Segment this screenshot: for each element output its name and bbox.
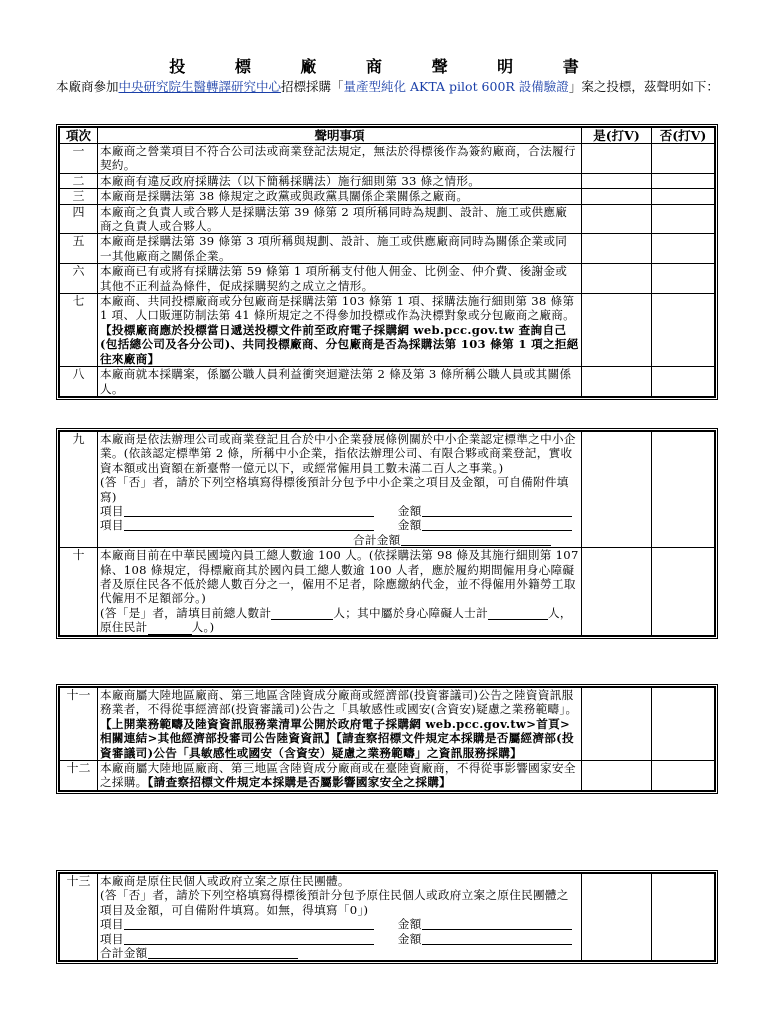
item-number: 九: [60, 432, 98, 548]
item-number: 六: [60, 264, 98, 294]
item-label: 項目: [100, 504, 124, 519]
yes-check-cell[interactable]: [582, 294, 652, 367]
header-yes: 是(打V): [582, 128, 652, 144]
item-text-note: 【上開業務範疇及陸資資訊服務業清單公開於政府電子採購網 web.pcc.gov.tw>首頁>相關連結>其他經濟部投審司公告陸資資訊】: [100, 716, 571, 746]
no-check-cell[interactable]: [652, 367, 715, 397]
intro-prefix: 本廠商參加: [56, 79, 119, 94]
yes-check-cell[interactable]: [582, 432, 652, 548]
table-row: [60, 264, 715, 294]
item-number: 三: [60, 189, 98, 204]
item-text: [98, 432, 582, 548]
item-text: 本廠商有違反政府採購法（以下簡稱採購法）施行細則第 33 條之情形。: [98, 173, 582, 188]
amount-input[interactable]: [422, 932, 572, 945]
item-label: 項目: [100, 917, 124, 932]
no-check-cell[interactable]: [652, 173, 715, 188]
total-staff-input[interactable]: [271, 607, 333, 620]
amount-label: 金額: [397, 518, 422, 533]
total-amount-input[interactable]: [148, 946, 298, 959]
declaration-table-3: [56, 684, 718, 794]
item-number: 七: [60, 294, 98, 367]
intro-paragraph: [56, 78, 728, 95]
item-amount-line: [100, 932, 579, 946]
item-text: [98, 874, 582, 961]
intro-agency: 中央研究院生醫轉譯研究中心: [118, 79, 282, 94]
table-row: [60, 874, 715, 961]
total-amount-label: 合計金額: [100, 946, 148, 961]
yes-check-cell[interactable]: [582, 761, 652, 791]
item-number: 二: [60, 173, 98, 188]
item-number: 八: [60, 367, 98, 397]
item-text-body: 本廠商是依法辦理公司或商業登記且合於中小企業發展條例關於中小企業認定標準之中小企業。(依該認定標準第 2 條，所稱中小企業，指依法辦理公司、有限合夥或商業登記，實收資本額或出資額在新臺幣一億元以下，或經常僱用員工數未滿二百人之事業。): [100, 432, 576, 475]
amount-label: 金額: [397, 917, 422, 932]
item-text-body: 本廠商是原住民個人或政府立案之原住民團體。: [100, 874, 350, 888]
item-text: 本廠商是採購法第 39 條第 3 項所稱與規劃、設計、施工或供應廠商同時為關係企業或同一其他廠商之關係企業。: [98, 234, 582, 264]
table-row: [60, 548, 715, 635]
item-text-note-2: 【請查察招標文件規定本採購是否屬經濟部(投資審議司)公告「具敏感性或國安（含資安）疑慮之業務範疇」之資訊服務採購】: [100, 731, 574, 760]
item-number: 十二: [60, 761, 98, 791]
no-check-cell[interactable]: [652, 204, 715, 234]
page-title: 投 標 廠 商 聲 明 書: [169, 57, 601, 76]
item-text: [98, 761, 582, 791]
amount-input[interactable]: [422, 917, 572, 930]
item-number: 一: [60, 144, 98, 174]
item-label: 項目: [100, 931, 124, 946]
item-note: [100, 606, 579, 635]
item-note: (答「否」者，請於下列空格填寫得標後預計分包予中小企業之項目及金額，可自備附件填寫): [100, 475, 569, 504]
total-line: [100, 533, 579, 547]
yes-check-cell[interactable]: [582, 367, 652, 397]
item-amount-line: [100, 518, 579, 532]
indigenous-staff-input[interactable]: [148, 622, 192, 635]
declaration-table-2: [56, 428, 718, 639]
declaration-table-1: [56, 124, 718, 400]
intro-suffix: 」案之投標，茲聲明如下：: [568, 79, 719, 94]
table-row: [60, 432, 715, 548]
table-row: [60, 294, 715, 367]
item-text-note: 【請查察招標文件規定本採購是否屬影響國家安全之採購】: [147, 775, 452, 790]
yes-check-cell[interactable]: [582, 688, 652, 761]
yes-check-cell[interactable]: [582, 874, 652, 961]
yes-check-cell[interactable]: [582, 173, 652, 188]
declaration-table-4: [56, 870, 718, 964]
item-number: 五: [60, 234, 98, 264]
item-input[interactable]: [124, 932, 374, 945]
item-text: [98, 688, 582, 761]
note-part: 人。): [191, 620, 215, 635]
note-part: (答「是」者，請填目前總人數計: [100, 605, 272, 620]
item-text-body: 本廠商屬大陸地區廠商、第三地區含陸資成分廠商或在臺陸資廠商，不得從事影響國家安全之採購。: [100, 761, 576, 790]
table-row: [60, 367, 715, 397]
amount-input[interactable]: [422, 518, 572, 531]
no-check-cell[interactable]: [652, 761, 715, 791]
item-input[interactable]: [124, 917, 374, 930]
yes-check-cell[interactable]: [582, 204, 652, 234]
header-declaration: 聲明事項: [98, 128, 582, 144]
amount-label: 金額: [397, 504, 422, 519]
amount-input[interactable]: [422, 504, 572, 517]
item-note: (答「否」者，請於下列空格填寫得標後預計分包予原住民個人或政府立案之原住民團體之項目及金額，可自備附件填寫。如無，得填寫「0」): [100, 888, 569, 917]
item-amount-line: [100, 504, 579, 518]
table-row: [60, 144, 715, 174]
no-check-cell[interactable]: [652, 144, 715, 174]
note-part: 人，原住民計: [100, 605, 572, 635]
table-row: [60, 189, 715, 204]
yes-check-cell[interactable]: [582, 264, 652, 294]
item-text-body: 本廠商屬大陸地區廠商、第三地區含陸資成分廠商或經濟部(投資審議司)公告之陸資資訊服務業者，不得從事經濟部(投資審議司)公告之「具敏感性或國安(含資安)疑慮之業務範疇」。: [100, 688, 578, 717]
header-no: 否(打V): [652, 128, 715, 144]
no-check-cell[interactable]: [652, 294, 715, 367]
no-check-cell[interactable]: [652, 432, 715, 548]
item-text: 本廠商之營業項目不符合公司法或商業登記法規定，無法於得標後作為簽約廠商，合法履行契約。: [98, 144, 582, 174]
table-row: [60, 173, 715, 188]
total-line: [100, 946, 579, 960]
table-row: [60, 761, 715, 791]
item-number: 十三: [60, 874, 98, 961]
note-part: 人；其中屬於身心障礙人士計: [333, 605, 488, 620]
item-text-body: 本廠商、共同投標廠商或分包廠商是採購法第 103 條第 1 項、採購法施行細則第 38 條第 1 項、人口販運防制法第 41 條所規定之不得參加投標或作為決標對象或分包廠商之廠商。: [100, 294, 576, 323]
item-text: 本廠商已有或將有採購法第 59 條第 1 項所稱支付他人佣金、比例金、仲介費、後謝金或其他不正利益為條件，促成採購契約之成立之情形。: [98, 264, 582, 294]
item-label: 項目: [100, 518, 124, 533]
item-text: 本廠商就本採購案，係屬公職人員利益衝突迴避法第 2 條及第 3 條所稱公職人員或其關係人。: [98, 367, 582, 397]
header-item-no: 項次: [60, 128, 98, 144]
total-amount-input[interactable]: [401, 533, 551, 546]
no-check-cell[interactable]: [652, 688, 715, 761]
intro-mid: 招標採購「: [281, 79, 344, 94]
item-text: [98, 294, 582, 367]
table-row: [60, 688, 715, 761]
item-text: 本廠商之負責人或合夥人是採購法第 39 條第 2 項所稱同時為規劃、設計、施工或供應廠商之負責人或合夥人。: [98, 204, 582, 234]
yes-check-cell[interactable]: [582, 234, 652, 264]
no-check-cell[interactable]: [652, 189, 715, 204]
table-header-row: [60, 128, 715, 144]
item-text-note: 【投標廠商應於投標當日遞送投標文件前至政府電子採購網 web.pcc.gov.tw 查詢自己(包括總公司及各分公司)、共同投標廠商、分包廠商是否為採購法第 103 條第 1 項之拒絕往來廠商】: [100, 322, 579, 366]
item-number: 十: [60, 548, 98, 635]
yes-check-cell[interactable]: [582, 144, 652, 174]
amount-label: 金額: [397, 931, 422, 946]
item-amount-line: [100, 917, 579, 931]
item-input[interactable]: [124, 504, 374, 517]
item-input[interactable]: [124, 518, 374, 531]
item-text-body: 本廠商目前在中華民國境內員工總人數逾 100 人。(依採購法第 98 條及其施行細則第 107 條、108 條規定，得標廠商其於國內員工總人數逾 100 人者，應於履約期間僱用身心障礙者及原住民各不低於總人數百分之一，僱用不足者，除應繳納代金，並不得僱用外籍勞工取代僱用不足額部分。): [100, 548, 579, 606]
disabled-staff-input[interactable]: [488, 607, 548, 620]
no-check-cell[interactable]: [652, 548, 715, 635]
total-amount-label: 合計金額: [353, 532, 401, 547]
no-check-cell[interactable]: [652, 264, 715, 294]
no-check-cell[interactable]: [652, 874, 715, 961]
intro-project: 量產型純化 AKTA pilot 600R 設備驗證: [343, 79, 569, 94]
table-row: [60, 204, 715, 234]
item-number: 十一: [60, 688, 98, 761]
no-check-cell[interactable]: [652, 234, 715, 264]
table-row: [60, 234, 715, 264]
item-text: [98, 548, 582, 635]
item-number: 四: [60, 204, 98, 234]
item-text: 本廠商是採購法第 38 條規定之政黨或與政黨具關係企業關係之廠商。: [98, 189, 582, 204]
yes-check-cell[interactable]: [582, 548, 652, 635]
yes-check-cell[interactable]: [582, 189, 652, 204]
